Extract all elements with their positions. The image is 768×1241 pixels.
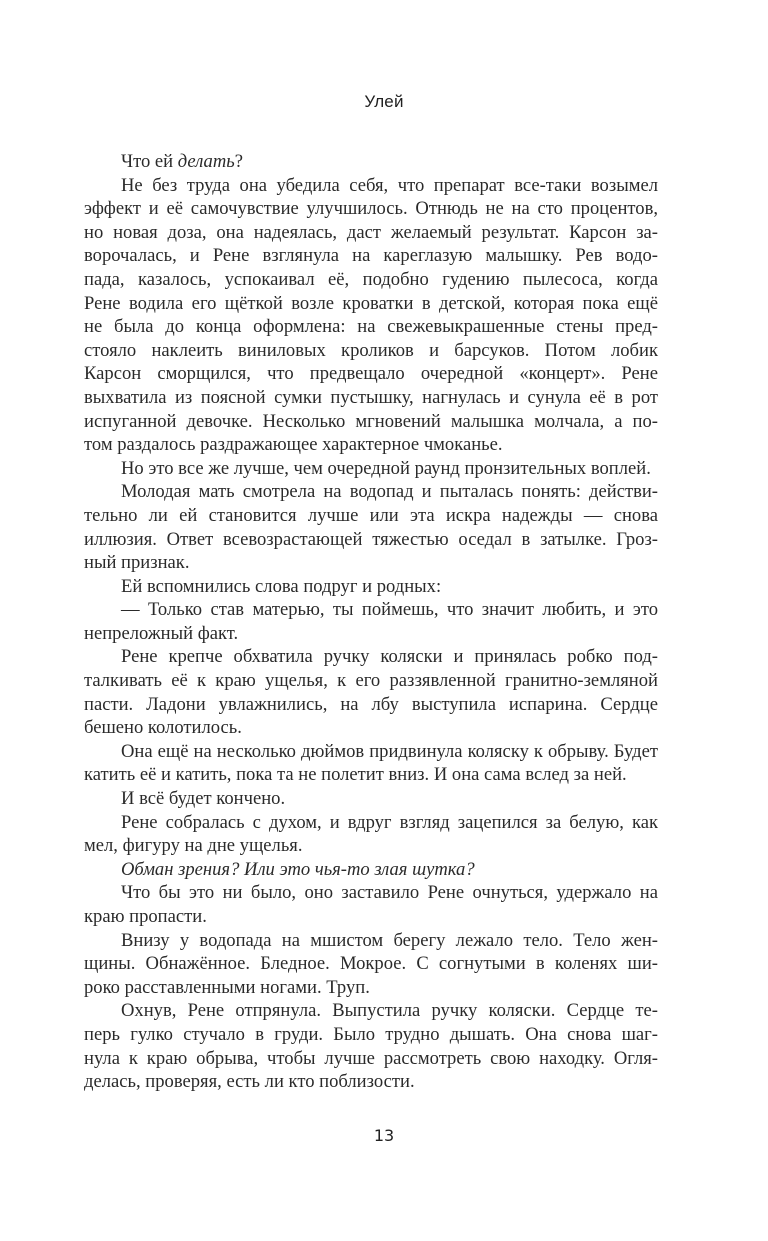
line-italic-text: делать [177,151,235,172]
text-line [84,339,658,363]
text-line [84,410,658,434]
text-line [84,150,658,174]
line-text: бешено колотилось. [84,717,242,739]
line-text: Рене водила его щёткой возле кроватки в детской, которая пока ещё [84,292,658,314]
body-text [84,150,658,1094]
line-text: талкивать её к краю ущелья, к его раззявленной гранитно-земляной [84,670,658,692]
text-line [84,976,658,1000]
line-italic-text: Обман зрения? Или это чья-то злая шутка? [121,858,475,880]
line-text: ворочалась, и Рене взглянула на кареглазую малышку. Рев водо- [84,245,658,267]
line-text: тельно ли ей становится лучше или эта искра надежды — снова [84,504,658,526]
line-text: роко расставленными ногами. Труп. [84,976,370,998]
line-text: И всё будет кончено. [121,788,286,810]
text-line [84,622,658,646]
text-line [84,669,658,693]
line-text: ный признак. [84,552,190,574]
text-line [84,740,658,764]
line-text: — Только став матерью, ты поймешь, что значит любить, и это [121,599,658,621]
line-text: Молодая мать смотрела на водопад и пыталась понять: действи- [121,481,658,503]
text-line [84,457,658,481]
line-text: катить её и катить, пока та не полетит вниз. И она сама вслед за ней. [84,764,627,786]
text-line [84,952,658,976]
line-text: Внизу у водопада на мшистом берегу лежало тело. Тело жен- [121,929,658,951]
line-text: Она ещё на несколько дюймов придвинула коляску к обрыву. Будет [121,740,658,762]
line-text: Охнув, Рене отпрянула. Выпустила ручку коляски. Сердце те- [121,1000,658,1022]
line-text: Не без труда она убедила себя, что препарат все-таки возымел [121,174,658,196]
text-line [84,645,658,669]
text-line [84,716,658,740]
line-text: выхватила из поясной сумки пустышку, нагнулась и сунула её в рот [84,386,658,408]
text-line [84,999,658,1023]
text-line [84,221,658,245]
line-text: том раздалось раздражающее характерное чмоканье. [84,434,503,456]
line-text: но новая доза, она надеялась, даст желаемый результат. Карсон за- [84,221,658,243]
text-line [84,197,658,221]
text-line [84,174,658,198]
line-text: Карсон сморщился, что предвещало очередной «концерт». Рене [84,363,658,385]
line-text: иллюзия. Ответ всевозрастающей тяжестью оседал в затылке. Гроз- [84,528,658,550]
page-number: 13 [373,1126,395,1145]
line-text: пасти. Ладони увлажнились, на лбу выступила испарина. Сердце [84,693,658,715]
line-text: пада, казалось, успокаивал её, подобно гудению пылесоса, когда [84,268,658,290]
line-text: мел, фигуру на дне ущелья. [84,835,303,857]
text-line [84,504,658,528]
text-line [84,1047,658,1071]
line-text: щины. Обнажённое. Бледное. Мокрое. С согнутыми в коленях ши- [84,953,658,975]
line-text: нула к краю обрыва, чтобы лучше рассмотреть свою находку. Огля- [84,1047,658,1069]
line-text: Но это все же лучше, чем очередной раунд пронзительных воплей. [121,457,651,479]
text-line [84,528,658,552]
text-line [84,386,658,410]
line-text: перь гулко стучало в груди. Было трудно дышать. Она снова шаг- [84,1023,658,1045]
line-text: делась, проверяя, есть ли кто поблизости. [84,1071,415,1093]
text-line [84,905,658,929]
line-text: Что бы это ни было, оно заставило Рене очнуться, удержало на [121,882,658,904]
line-text: Что ей [121,151,178,172]
line-text: Ей вспомнились слова подруг и родных: [121,575,442,597]
line-text: Рене собралась с духом, и вдруг взгляд зацепился за белую, как [121,811,658,833]
text-line [84,433,658,457]
text-line [84,693,658,717]
text-line [84,575,658,599]
text-line [84,811,658,835]
text-line [84,1070,658,1094]
text-line [84,551,658,575]
text-line [84,763,658,787]
running-head: Улей [364,92,404,111]
text-line [84,292,658,316]
text-line [84,315,658,339]
text-line [84,244,658,268]
line-text: непреложный факт. [84,622,239,644]
line-text: краю пропасти. [84,906,207,927]
line-text: стояло наклеить виниловых кроликов и барсуков. Потом лобик [84,339,658,361]
line-text: Рене крепче обхватила ручку коляски и принялась робко под- [121,646,658,668]
text-line [84,787,658,811]
text-line [84,929,658,953]
text-line [84,362,658,386]
text-line [84,834,658,858]
text-line [84,1023,658,1047]
text-line [84,268,658,292]
line-text: испуганной девочке. Несколько мгновений малышка молчала, а по- [84,410,658,432]
line-text: не была до конца оформлена: на свежевыкрашенные стены пред- [84,316,658,338]
line-text: эффект и её самочувствие улучшилось. Отнюдь не на сто процентов, [84,198,658,220]
text-line [84,598,658,622]
text-line [84,881,658,905]
text-line [84,480,658,504]
line-text-after: ? [234,151,243,172]
text-line [84,858,658,882]
